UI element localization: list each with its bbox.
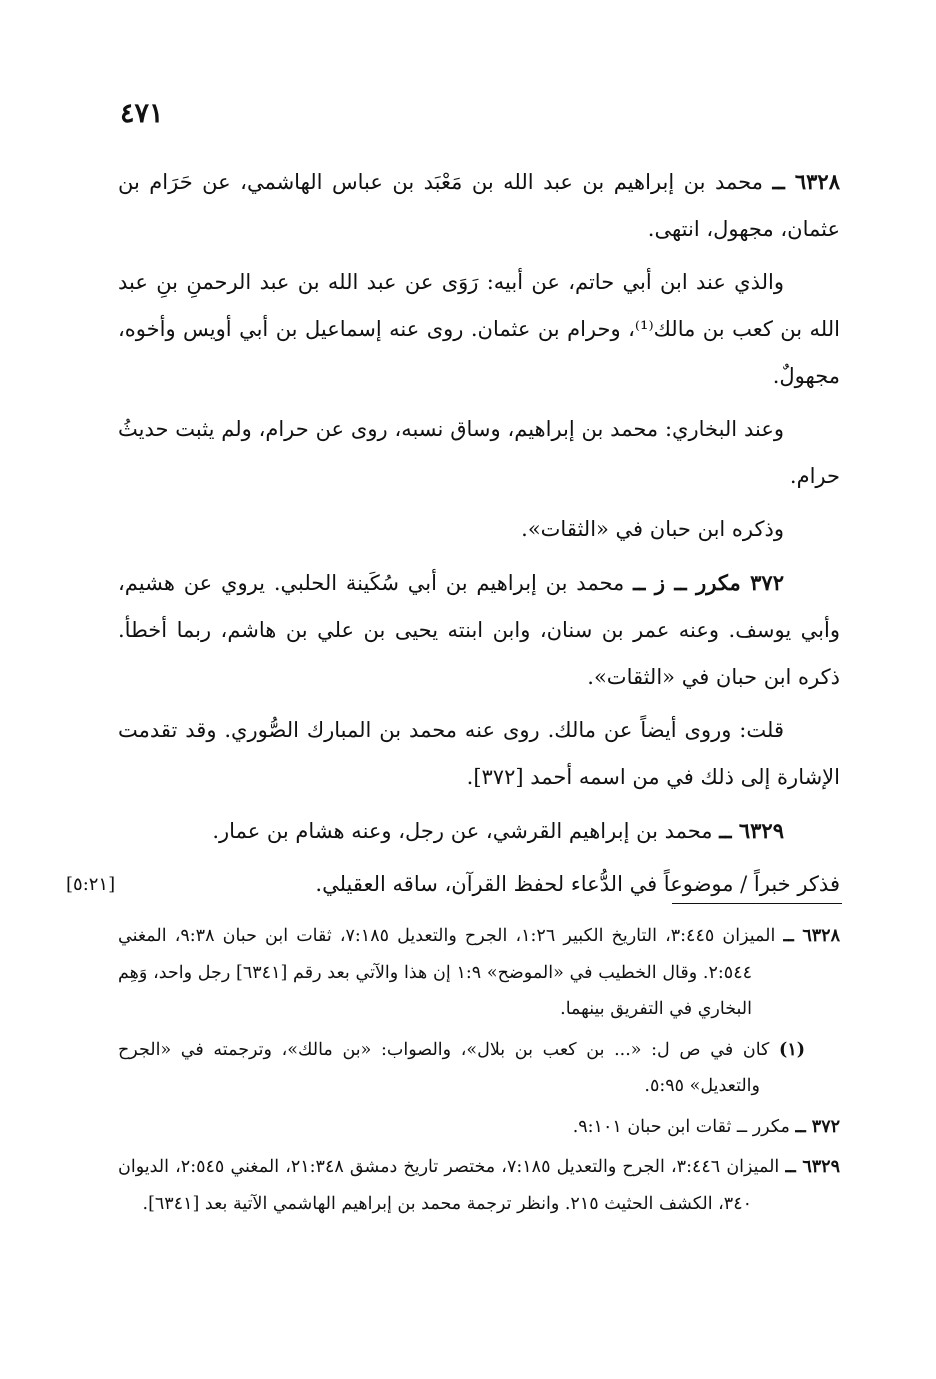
paragraph-entry-6329: [118, 807, 840, 855]
paragraph-entry-372: [118, 559, 840, 701]
footnote-text: الميزان ٣:٤٤٥، التاريخ الكبير ١:٢٦، الجرح والتعديل ٧:١٨٥، ثقات ابن حبان ٩:٣٨، المغني ٢:٥٤٤. وقال الخطيب في «الموضح» ١:٩ إن هذا والآتي بعد رقم [٦٣٤١] رجل واحد، وَهِم البخاري في التفريق بينهما.: [118, 926, 776, 1019]
footnote-6328: [118, 918, 840, 1028]
entry-text: محمد بن إبراهيم القرشي، عن رجل، وعنه هشام بن عمار.: [212, 819, 713, 843]
margin-reference: [٥:٢١]: [66, 874, 116, 895]
footnotes: [118, 918, 840, 1226]
paragraph-text: قلت: وروى أيضاً عن مالك. روى عنه محمد بن المبارك الصُّوري. وقد تقدمت الإشارة إلى ذلك في من اسمه أحمد [٣٧٢].: [118, 718, 840, 789]
paragraph-entry-6328: [118, 158, 840, 253]
footnote-372: [118, 1109, 840, 1146]
footnote-number: ٦٣٢٩ ــ: [785, 1157, 840, 1177]
paragraph-ibn-hibban: [118, 506, 840, 553]
paragraph-qultu: [118, 707, 840, 801]
main-text: [66, 158, 840, 914]
footnote-1: [118, 1032, 840, 1105]
paragraph-text: وعند البخاري: محمد بن إبراهيم، وساق نسبه، روى عن حرام، ولم يثبت حديثُ حرام.: [118, 417, 840, 488]
footnote-number: ٣٧٢ ــ: [795, 1116, 840, 1137]
entry-number: ٦٣٢٨ ــ: [772, 169, 840, 194]
footnote-text: الميزان ٣:٤٤٦، الجرح والتعديل ٧:١٨٥، مختصر تاريخ دمشق ٢١:٣٤٨، المغني ٢:٥٤٥، الديوان ٣٤٠، الكشف الحثيث ٢١٥. وانظر ترجمة محمد بن إبراهيم الهاشمي الآتية بعد [٦٣٤١].: [118, 1157, 780, 1214]
footnote-text: مكرر ــ ثقات ابن حبان ٩:١٠١.: [572, 1116, 790, 1137]
paragraph-text: والذي عند ابن أبي حاتم، عن أبيه: رَوَى عن عبد الله بن عبد الرحمنِ بنِ عبد الله بن كعب بن مالك⁽¹⁾، وحرام بن عثمان. روى عنه إسماعيل بن أبي أويس وأخوه، مجهولٌ.: [118, 270, 840, 388]
paragraph-text: فذكر خبراً / موضوعاً في الدُّعاء لحفظ القرآن، ساقه العقيلي.: [315, 872, 840, 896]
paragraph-last-line: [66, 861, 840, 908]
entry-number: ٦٣٢٩ ــ: [719, 818, 784, 843]
entry-number: ٣٧٢ مكرر ــ ز ــ: [633, 570, 784, 595]
footnote-divider: [672, 903, 842, 904]
footnote-text: كان في ص ل: «... بن كعب بن بلال»، والصواب: «بن مالك»، وترجمته في «الجرح والتعديل» ٥:٩٥.: [118, 1039, 770, 1096]
entry-text: محمد بن إبراهيم بن عبد الله بن مَعْبَد بن عباس الهاشمي، عن حَرَام بن عثمان، مجهول، انتهى.: [118, 170, 840, 241]
page-number: ٤٧١: [120, 98, 164, 129]
entry-text: محمد بن إبراهيم بن أبي سُكَينة الحلبي. يروي عن هشيم، وأبي يوسف. وعنه عمر بن سنان، وابن ابنته يحيى بن علي بن هاشم، ربما أخطأ. ذكره ابن حبان في «الثقات».: [118, 571, 840, 689]
paragraph-ibn-abi-hatim: [118, 259, 840, 400]
footnote-number: (١): [779, 1039, 805, 1060]
footnote-6329: [118, 1149, 840, 1222]
footnote-number: ٦٣٢٨ ــ: [783, 926, 840, 946]
paragraph-text: وذكره ابن حبان في «الثقات».: [521, 517, 784, 541]
paragraph-bukhari: [118, 406, 840, 500]
